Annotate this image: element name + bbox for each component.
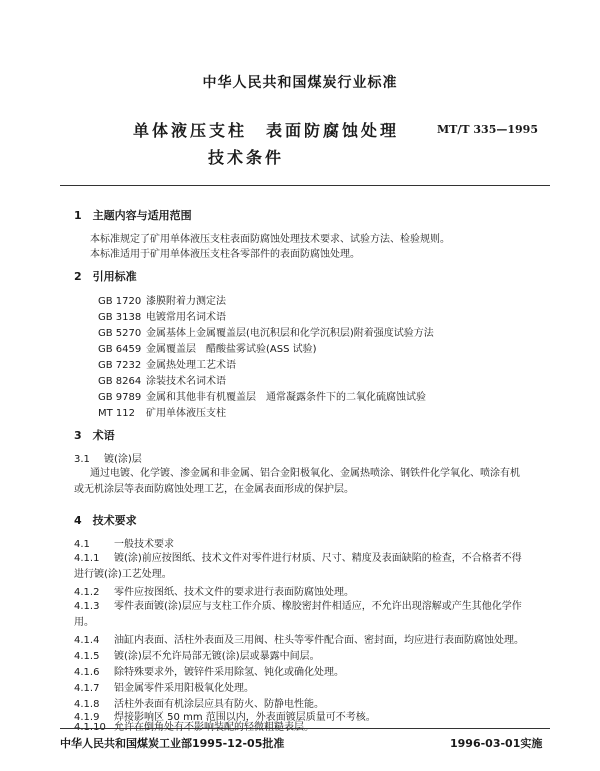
reference-item (98, 340, 317, 355)
requirement-item (74, 583, 354, 598)
requirement-item (74, 647, 320, 662)
requirement-text: 允许在倒角处有不影响装配的轻微粗糙表层。 (114, 722, 314, 733)
term-definition: 通过电镀、化学镀、渗金属和非金属、铝合金阳极氧化、金属热喷涂、钢铁件化学氧化、喷涂有机或无机涂层等表面防腐蚀处理工艺，在金属表面形成的保护层。 (74, 468, 520, 495)
reference-code: GB 5270 (98, 328, 142, 339)
subsection-title: 一般技术要求 (114, 539, 174, 550)
requirement-number: 4.1.2 (74, 587, 100, 598)
requirement-number: 4.1.1 (74, 553, 100, 564)
requirement-number: 4.1.6 (74, 667, 100, 678)
reference-title: 金属热处理工艺术语 (146, 360, 236, 371)
section-3-heading: 3 术语 (74, 429, 115, 442)
standard-category-header: 中华人民共和国煤炭行业标准 (202, 75, 398, 91)
requirement-text: 油缸内表面、活柱外表面及三用阀、柱头等零件配合面、密封面，均应进行表面防腐蚀处理。 (114, 635, 524, 646)
section-2-heading: 2 引用标准 (74, 270, 137, 283)
reference-title: 金属基体上金属覆盖层(电沉积层和化学沉积层)附着强度试验方法 (146, 328, 434, 339)
requirement-text: 镀(涂)层不允许局部无镀(涂)层或暴露中间层。 (114, 651, 320, 662)
requirement-item (74, 718, 314, 733)
reference-code: GB 3138 (98, 312, 142, 323)
requirement-text: 活柱外表面有机涂层应具有防火、防静电性能。 (114, 699, 324, 710)
reference-title: 电镀常用名词术语 (146, 312, 226, 323)
standard-number: MT/T 335—1995 (437, 123, 538, 136)
requirement-number: 4.1.3 (74, 601, 100, 612)
reference-item (98, 356, 236, 371)
requirement-item (74, 663, 344, 678)
requirement-text: 焊接影响区 50 mm 范围以内，外表面镀层质量可不考核。 (114, 712, 376, 723)
requirement-text: 除特殊要求外，镀锌件采用除氢、钝化或确化处理。 (114, 667, 344, 678)
section-1-heading: 1 主题内容与适用范围 (74, 209, 192, 222)
requirement-item (74, 599, 524, 631)
footer-divider (60, 728, 550, 729)
section-1-paragraph: 本标准适用于矿用单体液压支柱各零部件的表面防腐蚀处理。 (90, 249, 360, 260)
requirement-item (74, 551, 524, 583)
term-heading (74, 450, 142, 465)
section-4-heading: 4 技术要求 (74, 514, 137, 527)
approval-line: 中华人民共和国煤炭工业部1995-12-05批准 (60, 737, 285, 750)
requirement-item (74, 679, 254, 694)
reference-code: GB 1720 (98, 296, 142, 307)
term-name: 镀(涂)层 (104, 454, 142, 465)
requirement-number: 4.1.10 (74, 722, 106, 733)
reference-code: GB 7232 (98, 360, 142, 371)
reference-item (98, 324, 434, 339)
reference-title: 金属覆盖层 醋酸盐雾试验(ASS 试验) (146, 344, 317, 355)
reference-title: 涂装技术名词术语 (146, 376, 226, 387)
reference-item (98, 372, 226, 387)
reference-code: MT 112 (98, 408, 136, 419)
requirement-number: 4.1.7 (74, 683, 100, 694)
requirement-number: 4.1.4 (74, 635, 100, 646)
document-title-line1: 单体液压支柱 表面防腐蚀处理 (133, 121, 400, 140)
requirement-number: 4.1.8 (74, 699, 100, 710)
requirement-text: 镀(涂)前应按图纸、技术文件对零件进行材质、尺寸、精度及表面缺陷的检查，不合格者不得进行镀(涂)工艺处理。 (74, 553, 522, 580)
implementation-date: 1996-03-01实施 (450, 737, 543, 750)
reference-title: 矿用单体液压支柱 (146, 408, 226, 419)
document-title-line2: 技术条件 (208, 148, 285, 167)
requirement-text: 零件表面镀(涂)层应与支柱工作介质、橡胶密封件相适应，不允许出现溶解或产生其他化学作用。 (74, 601, 522, 628)
reference-item (98, 404, 226, 419)
reference-item (98, 292, 226, 307)
subsection-number: 4.1 (74, 539, 90, 550)
requirement-text: 铝金属零件采用阳极氧化处理。 (114, 683, 254, 694)
reference-item (98, 388, 426, 403)
reference-item (98, 308, 226, 323)
reference-code: GB 9789 (98, 392, 142, 403)
requirement-number: 4.1.5 (74, 651, 100, 662)
reference-title: 金属和其他非有机覆盖层 通常凝露条件下的二氧化硫腐蚀试验 (146, 392, 426, 403)
reference-code: GB 8264 (98, 376, 142, 387)
requirement-number: 4.1.9 (74, 712, 100, 723)
term-number: 3.1 (74, 454, 90, 465)
requirement-item (74, 631, 524, 646)
reference-code: GB 6459 (98, 344, 142, 355)
reference-title: 漆膜附着力测定法 (146, 296, 226, 307)
requirement-text: 零件应按图纸、技术文件的要求进行表面防腐蚀处理。 (114, 587, 354, 598)
subsection-heading (74, 535, 174, 550)
section-1-paragraph: 本标准规定了矿用单体液压支柱表面防腐蚀处理技术要求、试验方法、检验规则。 (90, 234, 450, 245)
header-divider (60, 185, 550, 186)
